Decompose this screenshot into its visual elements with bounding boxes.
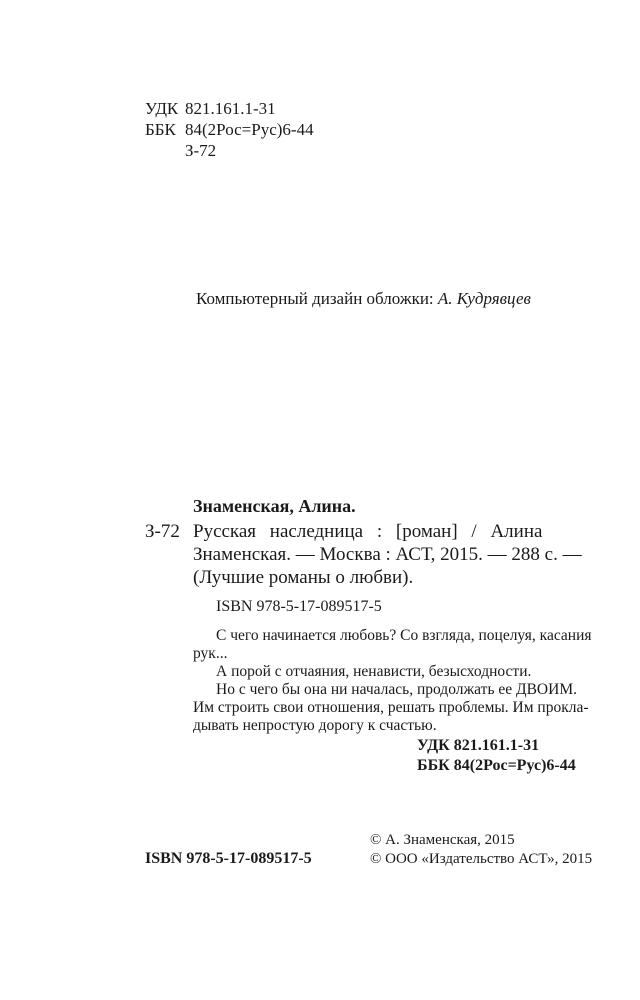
annotation-line-1: С чего начинается любовь? Со взгляда, поцелуя, касания — [216, 627, 592, 644]
footer-isbn: ISBN 978-5-17-089517-5 — [145, 850, 312, 867]
udk-label: УДК — [145, 99, 179, 118]
annotation-line-6: дывать непростую дорогу к счастью. — [193, 717, 437, 734]
copyright-author: © А. Знаменская, 2015 — [370, 832, 515, 848]
description-line-3: (Лучшие романы о любви). — [193, 567, 414, 588]
annotation-line-4: Но с чего бы она ни началась, продолжать ее ДВОИМ. — [216, 681, 577, 698]
author-code-row — [145, 141, 216, 161]
annotation-line-5: Им строить свои отношения, решать проблемы. Им прокла- — [193, 699, 589, 716]
author-code: З-72 — [185, 141, 217, 160]
cover-credit-label: Компьютерный дизайн обложки: — [196, 289, 434, 308]
description-line-2: Знаменская. — Москва : АСТ, 2015. — 288 с. — — [193, 544, 582, 565]
bibliographic-code: З-72 — [145, 521, 180, 542]
author-heading: Знаменская, Алина. — [193, 496, 356, 516]
description-line-1 — [193, 521, 577, 543]
cover-credit — [196, 289, 531, 309]
cover-artist: А. Кудрявцев — [437, 289, 531, 308]
udk-value: 821.161.1-31 — [185, 99, 276, 118]
bbk-value: 84(2Рос=Рус)6-44 — [185, 120, 314, 139]
udk-row — [145, 99, 276, 119]
description-line-1-text: Русская наследница : [роман] / Алина — [193, 521, 543, 542]
bbk-row — [145, 120, 314, 140]
record-isbn: ISBN 978-5-17-089517-5 — [216, 598, 382, 615]
annotation-line-3: А порой с отчаяния, ненависти, безысходности. — [216, 663, 532, 680]
bbk-label: ББК — [145, 120, 176, 139]
udk-bold: УДК 821.161.1-31 — [417, 737, 540, 754]
copyright-publisher: © ООО «Издательство АСТ», 2015 — [370, 851, 593, 867]
bbk-bold: ББК 84(2Рос=Рус)6-44 — [417, 757, 576, 774]
annotation-line-2: рук... — [193, 645, 228, 662]
